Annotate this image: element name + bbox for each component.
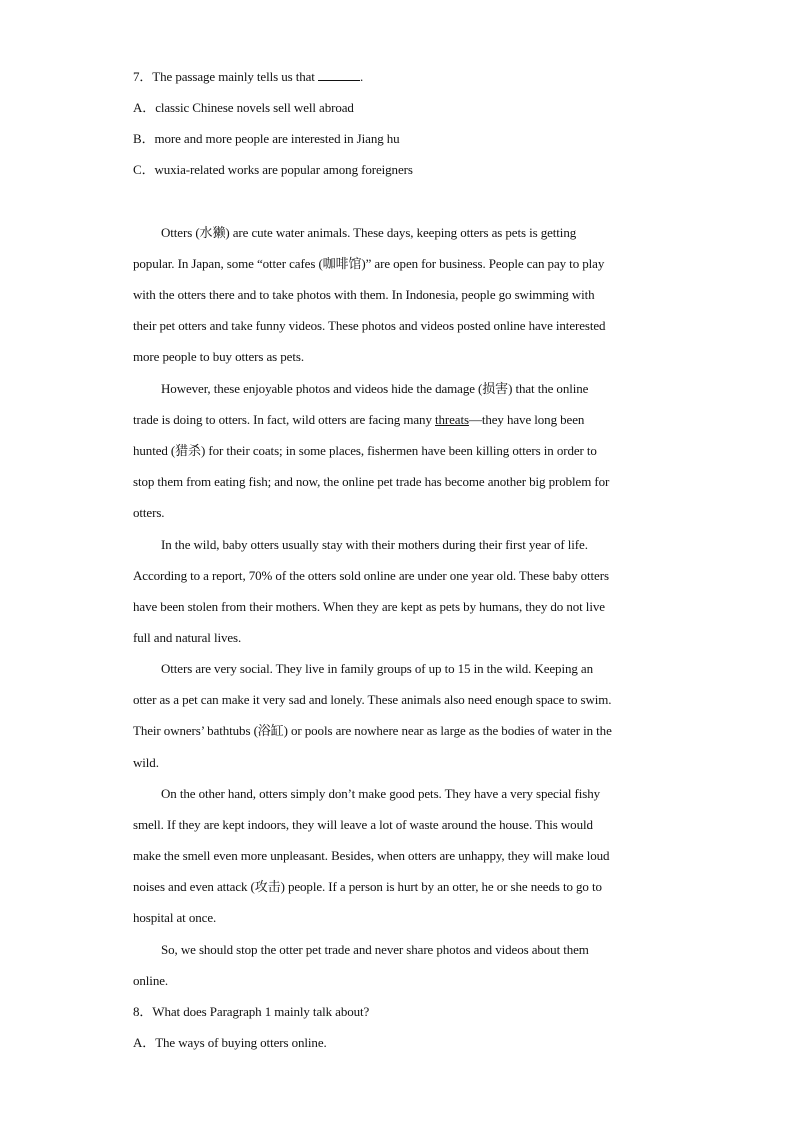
passage-p1-line-5: more people to buy otters as pets. [133,349,304,364]
passage-p5-line-4: noises and even attack (攻击) people. If a person is hurt by an otter, he or she needs to go to [133,879,602,894]
passage-p3-line-2: According to a report, 70% of the otters sold online are under one year old. These baby otters [133,568,609,583]
passage-p4-line-2: otter as a pet can make it very sad and lonely. These animals also need enough space to swim. [133,692,612,707]
passage-p2-line-1: However, these enjoyable photos and videos hide the damage (损害) that the online [161,381,589,396]
passage-p2-line-2-end: —they have long been [468,412,585,427]
passage-p3-line-4: full and natural lives. [133,630,242,645]
question-7-option-b: B．more and more people are interested in Jiang hu [133,131,400,146]
passage-p1-line-3: with the otters there and to take photos with them. In Indonesia, people go swimming with [133,287,595,302]
passage-p5-line-5: hospital at once. [133,910,217,925]
question-7-option-a: A．classic Chinese novels sell well abroad [133,100,354,115]
answer-blank [318,69,360,81]
question-7-stem-end: . [359,69,364,84]
question-7-option-c: C．wuxia-related works are popular among foreigners [133,162,413,177]
passage-p1-line-4: their pet otters and take funny videos. These photos and videos posted online have interested [133,318,606,333]
passage-p2-line-2 [133,412,584,428]
passage-p5-line-2: smell. If they are kept indoors, they will leave a lot of waste around the house. This would [133,817,593,832]
passage-p4-line-3: Their owners’ bathtubs (浴缸) or pools are nowhere near as large as the bodies of water in the [133,723,612,738]
underlined-word-threats: threats [435,412,469,427]
passage-p2-line-4: stop them from eating fish; and now, the online pet trade has become another big problem for [133,474,610,489]
passage-p2-line-3: hunted (猎杀) for their coats; in some places, fishermen have been killing otters in order to [133,443,597,458]
passage-p6-line-1: So, we should stop the otter pet trade and never share photos and videos about them [161,942,589,957]
passage-p4-line-4: wild. [133,755,159,770]
passage-p6-line-2: online. [133,973,169,988]
passage-p2-line-2-start: trade is doing to otters. In fact, wild otters are facing many [133,412,435,427]
passage-p3-line-1: In the wild, baby otters usually stay with their mothers during their first year of life. [161,537,588,552]
question-7-stem-text: 7．The passage mainly tells us that [133,69,318,84]
passage-p3-line-3: have been stolen from their mothers. When they are kept as pets by humans, they do not live [133,599,605,614]
passage-p5-line-1: On the other hand, otters simply don’t make good pets. They have a very special fishy [161,786,601,801]
question-8-stem: 8．What does Paragraph 1 mainly talk about? [133,1004,370,1019]
passage-p1-line-1: Otters (水獭) are cute water animals. These days, keeping otters as pets is getting [161,225,577,240]
passage-p2-line-5: otters. [133,505,165,520]
passage-p5-line-3: make the smell even more unpleasant. Besides, when otters are unhappy, they will make loud [133,848,610,863]
question-8-option-a: A．The ways of buying otters online. [133,1035,327,1050]
passage-p1-line-2: popular. In Japan, some “otter cafes (咖啡馆)” are open for business. People can pay to play [133,256,605,271]
question-7-stem [133,69,363,85]
passage-p4-line-1: Otters are very social. They live in family groups of up to 15 in the wild. Keeping an [161,661,593,676]
